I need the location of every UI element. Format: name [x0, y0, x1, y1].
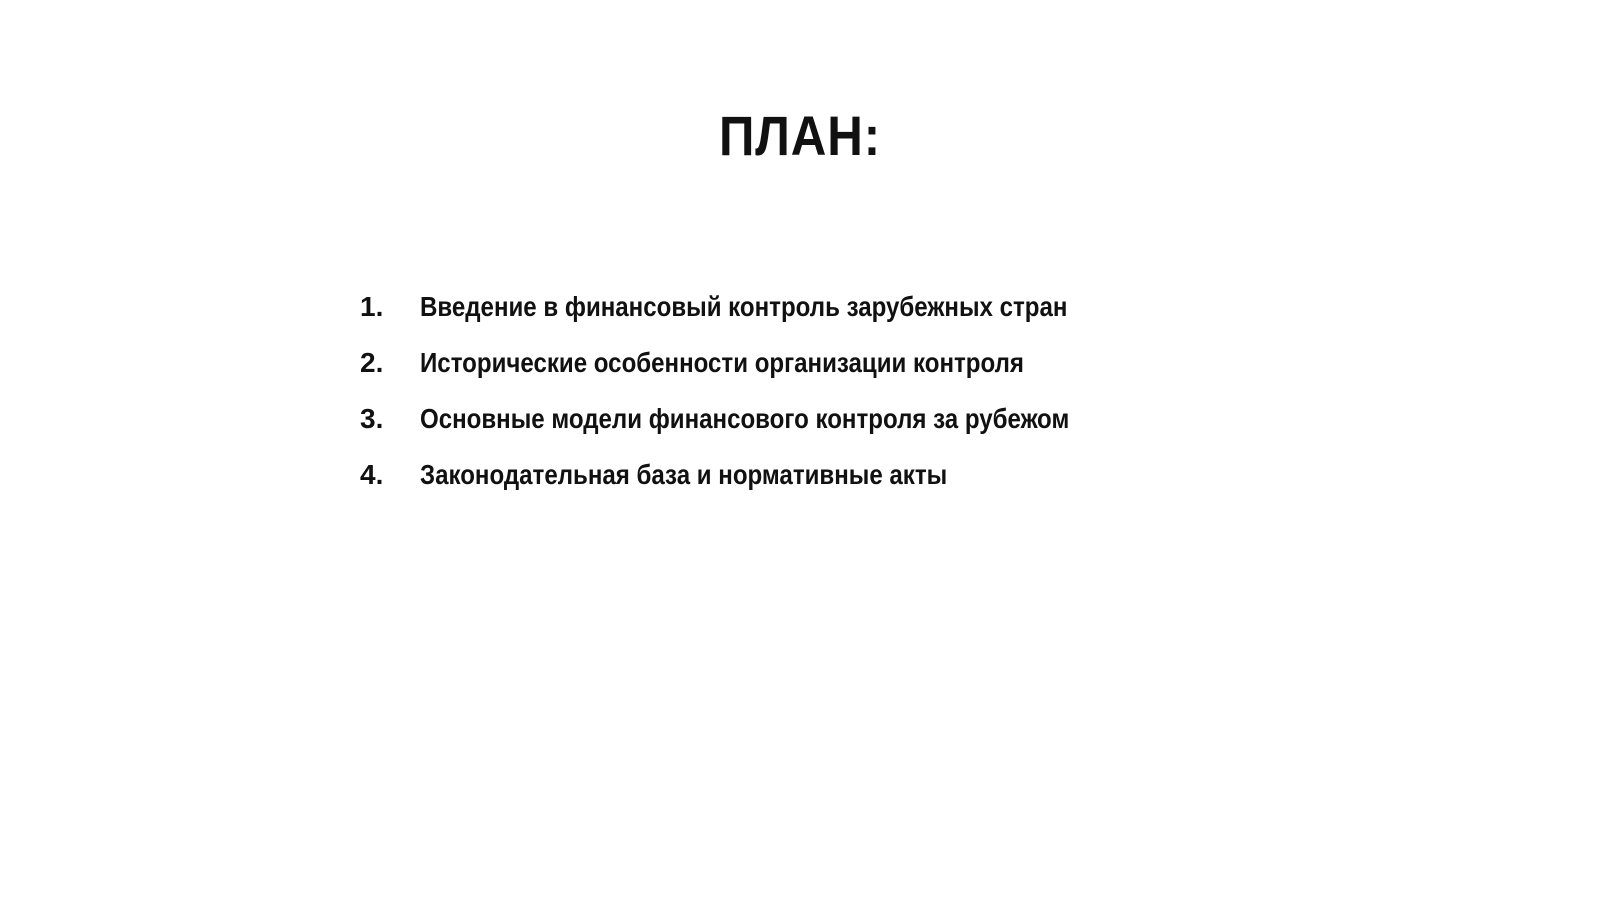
slide-title: ПЛАН: — [718, 104, 881, 167]
item-text: Введение в финансовый контроль зарубежных стран — [420, 291, 1068, 322]
item-number: 3. — [360, 403, 384, 434]
list-item — [360, 455, 1260, 511]
item-text: Исторические особенности организации контроля — [420, 347, 1024, 378]
item-text: Основные модели финансового контроля за рубежом — [420, 403, 1070, 434]
plan-list — [360, 287, 1260, 511]
item-number: 2. — [360, 347, 384, 378]
list-item — [360, 287, 1260, 343]
list-item — [360, 343, 1260, 399]
item-text: Законодательная база и нормативные акты — [420, 459, 948, 490]
list-item — [360, 399, 1260, 455]
item-number: 4. — [360, 459, 384, 490]
item-number: 1. — [360, 291, 384, 322]
